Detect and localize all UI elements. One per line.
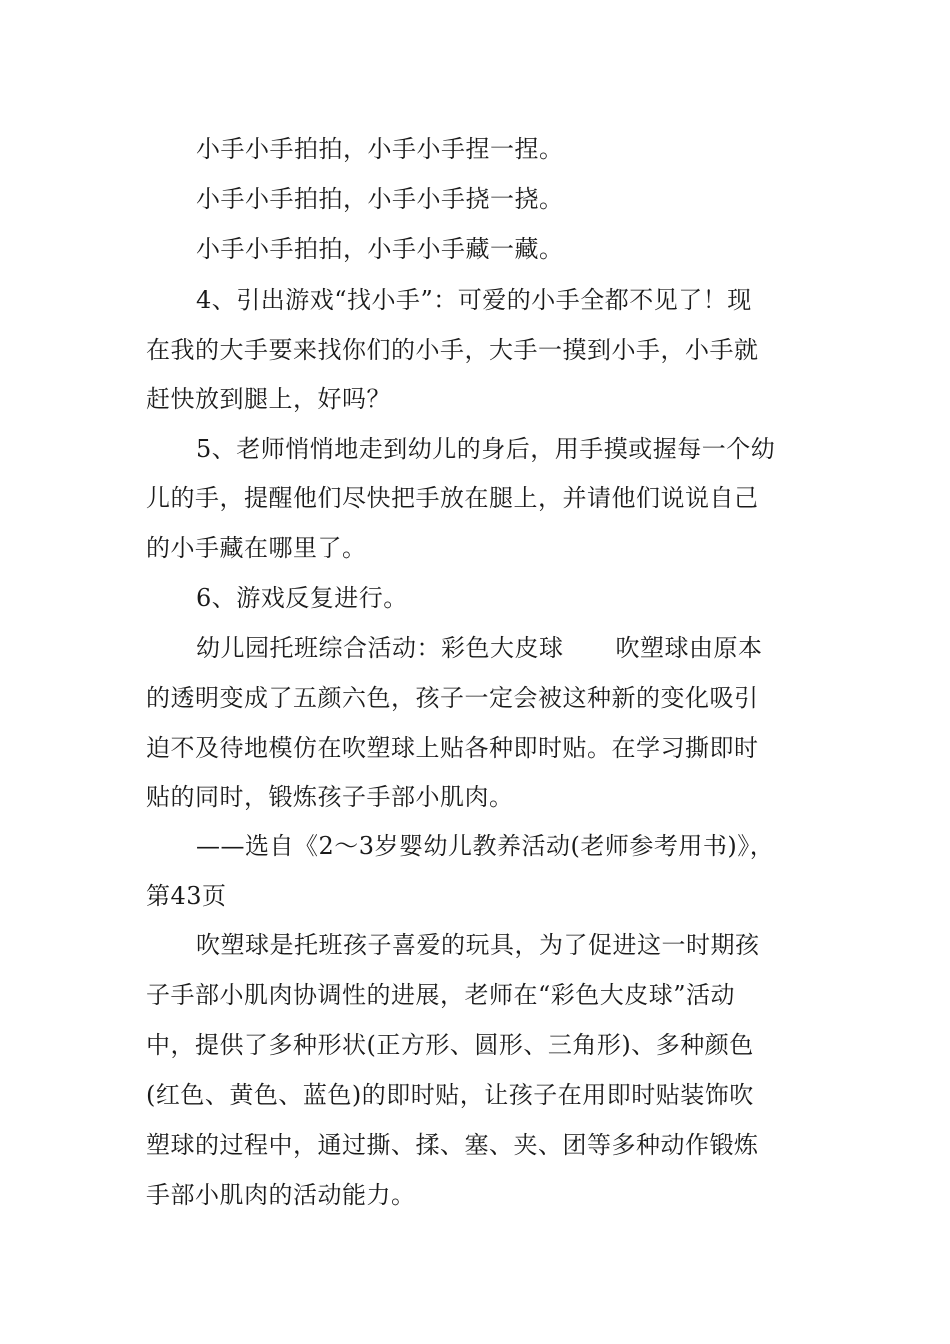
intro-line-2: 的透明变成了五颜六色，孩子一定会被这种新的变化吸引: [146, 684, 759, 712]
analysis-line-5: 塑球的过程中，通过撕、揉、塞、夹、团等多种动作锻炼: [146, 1131, 759, 1159]
source-line-2: 第43页: [146, 882, 227, 910]
analysis-line-1: 吹塑球是托班孩子喜爱的玩具，为了促进这一时期孩: [196, 931, 760, 959]
rhyme-line-2: 小手小手拍拍，小手小手挠一挠。: [196, 185, 564, 213]
activity-title-line: [196, 632, 763, 664]
step-5-line-1: 5、老师悄悄地走到幼儿的身后，用手摸或握每一个幼: [196, 435, 776, 463]
step-5-line-3: 的小手藏在哪里了。: [146, 534, 367, 562]
analysis-line-6: 手部小肌肉的活动能力。: [146, 1181, 416, 1209]
rhyme-line-1: 小手小手拍拍，小手小手捏一捏。: [196, 135, 564, 163]
analysis-line-3: 中，提供了多种形状(正方形、圆形、三角形)、多种颜色: [146, 1031, 754, 1059]
activity-title: 幼儿园托班综合活动：彩色大皮球: [196, 634, 564, 662]
rhyme-line-3: 小手小手拍拍，小手小手藏一藏。: [196, 235, 564, 263]
intro-line-4: 贴的同时，锻炼孩子手部小肌肉。: [146, 783, 514, 811]
step-4-line-3: 赶快放到腿上，好吗？: [146, 385, 391, 413]
analysis-line-4: (红色、黄色、蓝色)的即时贴，让孩子在用即时贴装饰吹: [146, 1081, 754, 1109]
source-line-1: ——选自《2～3岁婴幼儿教养活动(老师参考用书)》，: [196, 832, 775, 860]
intro-line-1: 吹塑球由原本: [615, 634, 763, 662]
step-4-line-1: 4、引出游戏“找小手”：可爱的小手全都不见了！现: [196, 286, 752, 314]
analysis-line-2: 子手部小肌肉协调性的进展，老师在“彩色大皮球”活动: [146, 981, 736, 1009]
step-5-line-2: 儿的手，提醒他们尽快把手放在腿上，并请他们说说自己: [146, 484, 759, 512]
step-4-line-2: 在我的大手要来找你们的小手，大手一摸到小手，小手就: [146, 336, 759, 364]
step-6-line: 6、游戏反复进行。: [196, 584, 408, 612]
intro-line-3: 迫不及待地模仿在吹塑球上贴各种即时贴。在学习撕即时: [146, 734, 759, 762]
